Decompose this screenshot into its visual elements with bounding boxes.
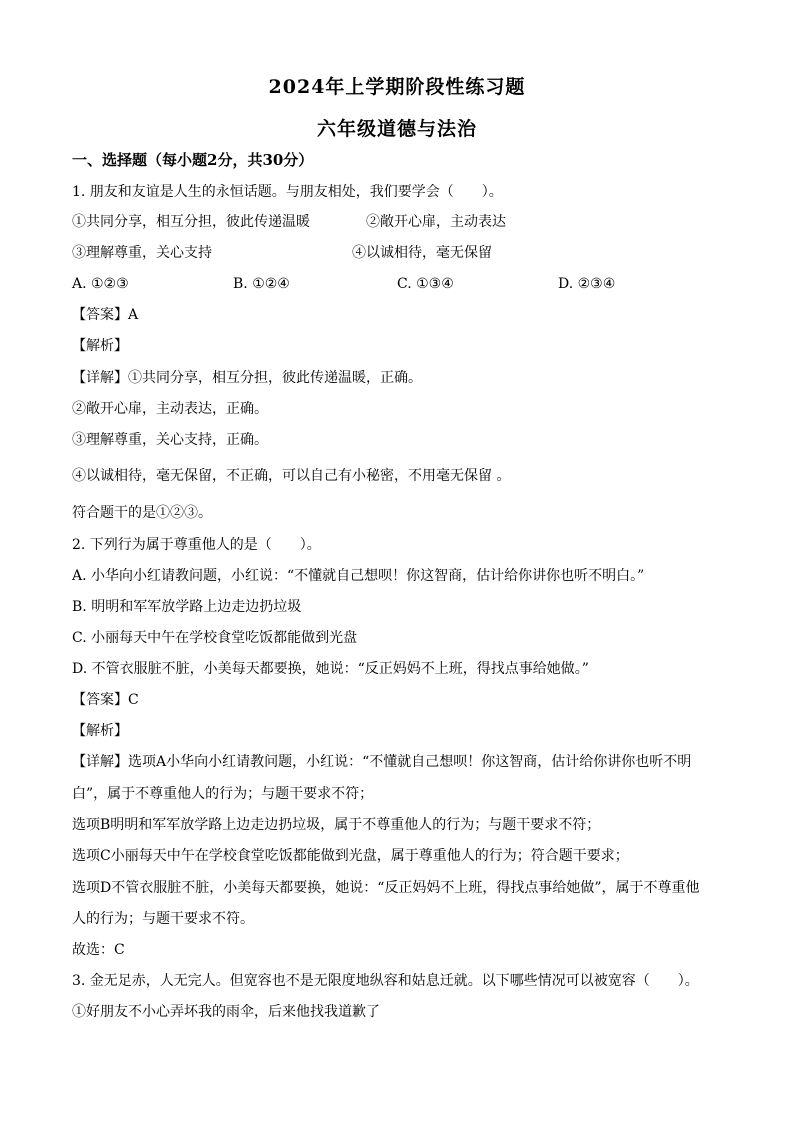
question-2-option-a: A. 小华向小红请教问题，小红说：“不懂就自己想呗！你这智商，估计给你讲你也听不明白。”	[72, 568, 645, 584]
document-title: 2024年上学期阶段性练习题	[268, 76, 526, 98]
question-1-item-4: ④以诚相待，毫无保留	[352, 245, 492, 261]
question-2-detail-line: 人的行为；与题干要求不符。	[72, 911, 254, 927]
question-2-detail-line: 选项B明明和军军放学路上边走边扔垃圾，属于不尊重他人的行为；与题干要求不符；	[72, 817, 601, 833]
question-2-option-b: B. 明明和军军放学路上边走边扔垃圾	[72, 599, 302, 615]
question-2-detail-line: 【详解】选项A小华向小红请教问题，小红说：“不懂就自己想呗！你这智商，估计给你讲你也听不明	[72, 754, 692, 770]
question-1-detail-line: ④以诚相待，毫无保留，不正确，可以自己有小秘密，不用毫无保留 。	[72, 468, 511, 484]
question-2-answer: 【答案】C	[72, 692, 139, 708]
section-heading: 一、选择题（每小题2分，共30分）	[72, 151, 314, 169]
question-1-detail-line: ②敞开心扉，主动表达，正确。	[72, 401, 268, 417]
document-subtitle: 六年级道德与法治	[316, 118, 477, 140]
question-2-detail-line: 选项D不管衣服脏不脏，小美每天都要换，她说：“反正妈妈不上班，得找点事给她做”，属于不尊重他	[72, 880, 700, 896]
question-2-stem: 2. 下列行为属于尊重他人的是（ ）。	[72, 537, 321, 553]
question-1-item-1: ①共同分享，相互分担，彼此传递温暖	[72, 214, 310, 230]
question-2-option-c: C. 小丽每天中午在学校食堂吃饭都能做到光盘	[72, 630, 358, 646]
question-1-option-d: D. ②③④	[558, 276, 616, 292]
question-2-analysis-label: 【解析】	[72, 723, 128, 739]
question-1-option-a: A. ①②③	[72, 276, 129, 292]
question-1-item-2: ②敞开心扉，主动表达	[366, 214, 506, 230]
question-1-item-3: ③理解尊重，关心支持	[72, 245, 212, 261]
question-2-conclusion: 故选：C	[72, 942, 125, 958]
question-1-stem: 1. 朋友和友谊是人生的永恒话题。与朋友相处，我们要学会（ ）。	[72, 184, 503, 200]
question-1-detail-line: 【详解】①共同分享，相互分担，彼此传递温暖，正确。	[72, 370, 422, 386]
question-2-detail-line: 选项C小丽每天中午在学校食堂吃饭都能做到光盘，属于尊重他人的行为；符合题干要求；	[72, 848, 629, 864]
question-1-option-b: B. ①②④	[233, 276, 290, 292]
question-1-analysis-label: 【解析】	[72, 338, 128, 354]
question-3-item-1: ①好朋友不小心弄坏我的雨伞，后来他找我道歉了	[72, 1004, 380, 1020]
question-2-option-d: D. 不管衣服脏不脏，小美每天都要换，她说：“反正妈妈不上班，得找点事给她做。”	[72, 661, 589, 677]
question-3-stem: 3. 金无足赤，人无完人。但宽容也不是无限度地纵容和姑息迁就。以下哪些情况可以被宽容（ ）。	[72, 973, 699, 989]
question-2-detail-line: 白”，属于不尊重他人的行为；与题干要求不符；	[72, 786, 374, 802]
question-1-option-c: C. ①③④	[397, 276, 454, 292]
question-1-conclusion: 符合题干的是①②③。	[72, 505, 212, 521]
question-1-detail-line: ③理解尊重，关心支持，正确。	[72, 432, 268, 448]
question-1-answer: 【答案】A	[72, 307, 139, 323]
